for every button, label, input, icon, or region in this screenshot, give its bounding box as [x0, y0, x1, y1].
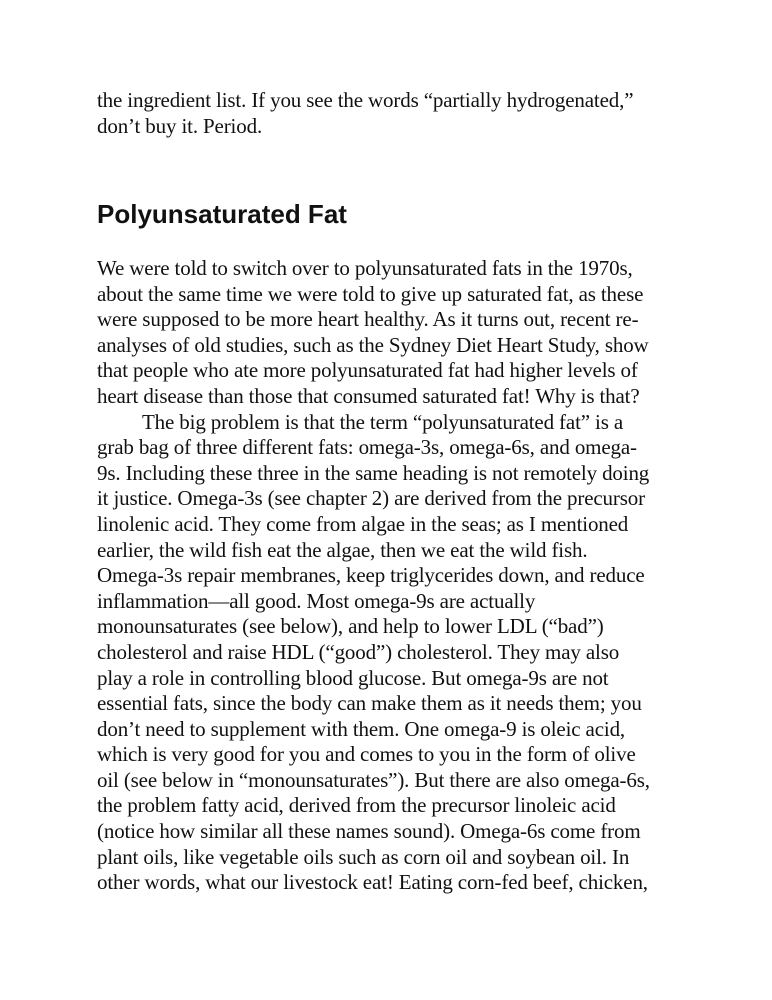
text-line: the problem fatty acid, derived from the precursor linoleic acid [97, 793, 616, 818]
text-line: essential fats, since the body can make them as it needs them; you [97, 691, 642, 716]
intro-paragraph [97, 88, 633, 139]
text-line: inflammation—all good. Most omega-9s are actually [97, 588, 536, 613]
text-line: which is very good for you and comes to you in the form of olive [97, 742, 636, 767]
section-heading: Polyunsaturated Fat [97, 199, 347, 229]
text-line: heart disease than those that consumed saturated fat! Why is that? [97, 383, 640, 408]
text-line: that people who ate more polyunsaturated fat had higher levels of [97, 358, 638, 383]
text-line: it justice. Omega-3s (see chapter 2) are derived from the precursor [97, 486, 645, 511]
text-line: about the same time we were told to give up saturated fat, as these [97, 281, 644, 306]
text-line: analyses of old studies, such as the Sydney Diet Heart Study, show [97, 332, 649, 357]
text-line: Omega-3s repair membranes, keep triglycerides down, and reduce [97, 563, 645, 588]
text-line: (notice how similar all these names sound). Omega-6s come from [97, 819, 641, 844]
text-line: grab bag of three different fats: omega-3s, omega-6s, and omega- [97, 435, 637, 460]
text-line: don’t need to supplement with them. One omega-9 is oleic acid, [97, 716, 626, 741]
text-line: oil (see below in “monounsaturates”). But there are also omega-6s, [97, 767, 650, 792]
text-line: the ingredient list. If you see the words “partially hydrogenated,” [97, 88, 634, 112]
main-paragraph [97, 256, 650, 896]
text-line: The big problem is that the term “polyunsaturated fat” is a [142, 409, 623, 434]
text-line: monounsaturates (see below), and help to lower LDL (“bad”) [97, 614, 604, 639]
text-line: play a role in controlling blood glucose. But omega-9s are not [97, 665, 609, 690]
text-line: cholesterol and raise HDL (“good”) cholesterol. They may also [97, 639, 620, 664]
text-line: other words, what our livestock eat! Eating corn-fed beef, chicken, [97, 870, 648, 895]
text-line: earlier, the wild fish eat the algae, then we eat the wild fish. [97, 537, 588, 562]
text-line: were supposed to be more heart healthy. As it turns out, recent re- [97, 307, 639, 332]
text-line: We were told to switch over to polyunsaturated fats in the 1970s, [97, 256, 633, 280]
text-line: plant oils, like vegetable oils such as corn oil and soybean oil. In [97, 844, 630, 869]
text-line: 9s. Including these three in the same heading is not remotely doing [97, 460, 650, 485]
text-line: don’t buy it. Period. [97, 113, 263, 138]
text-line: linolenic acid. They come from algae in the seas; as I mentioned [97, 511, 629, 536]
